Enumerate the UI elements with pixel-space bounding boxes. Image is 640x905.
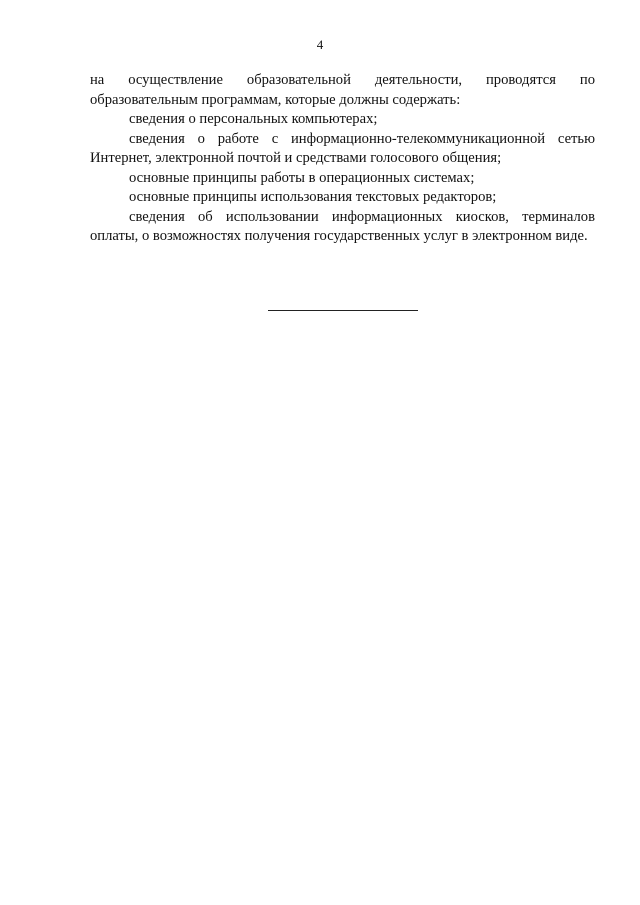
list-item-text-editors: основные принципы использования текстовых редакторов; (129, 189, 497, 205)
list-item-personal-computers: сведения о персональных компьютерах; (129, 111, 378, 127)
document-body (90, 71, 595, 247)
list-item-internet-email: сведения о работе с информационно-телекоммуникационной сетью Интернет, электронной почтой и средствами голосового общения; (90, 130, 595, 166)
intro-paragraph: на осуществление образовательной деятельности, проводятся по образовательным программам, которые должны содержать: (90, 72, 595, 108)
page-number: 4 (316, 37, 324, 52)
list-item-info-kiosks: сведения об использовании информационных киосков, терминалов оплаты, о возможностях получения государственных услуг в электронном виде. (90, 208, 595, 244)
end-divider-line (268, 310, 418, 311)
list-item-operating-systems: основные принципы работы в операционных системах; (129, 169, 475, 186)
